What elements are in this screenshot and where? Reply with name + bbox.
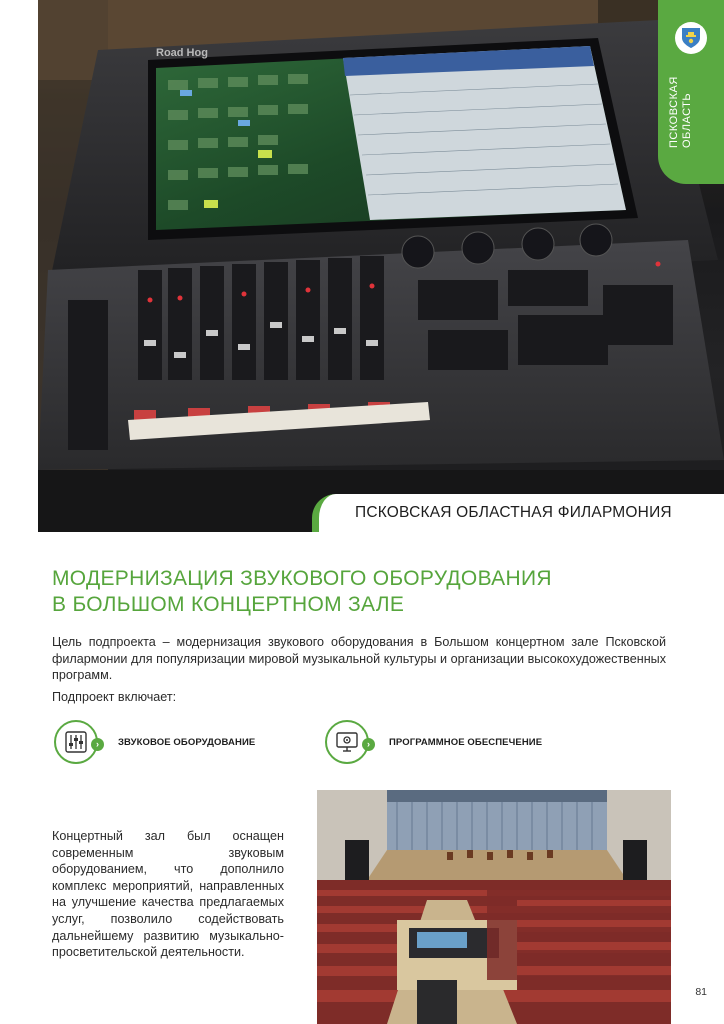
concert-hall-illustration [317,790,671,1024]
feature-label: ПРОГРАММНОЕ ОБЕСПЕЧЕНИЕ [389,736,543,748]
feature-circle [325,720,369,764]
title-line-2: В БОЛЬШОМ КОНЦЕРТНОМ ЗАЛЕ [52,593,405,616]
feature-circle [54,720,98,764]
page-number: 81 [695,986,707,998]
page-title [52,566,652,618]
software-screen-icon [335,731,359,753]
region-name [668,68,694,148]
intro-paragraph: Цель подпроекта – модернизация звукового оборудования в Большом концертном зале Псковской филармонии для популяризации мировой музыкальной культуры и организации высокохудожественных программ. [52,635,666,682]
coat-of-arms-icon [675,22,707,54]
mixer-sliders-icon [64,730,88,754]
concert-hall-photo [317,790,671,1024]
feature-label: ЗВУКОВОЕ ОБОРУДОВАНИЕ [118,736,256,748]
title-line-1: МОДЕРНИЗАЦИЯ ЗВУКОВОГО ОБОРУДОВАНИЯ [52,567,552,590]
includes-label: Подпроект включает: [52,690,177,704]
region-line-1: ПСКОВСКАЯ [668,76,680,148]
organization-band [312,494,724,532]
chevron-right-icon: › [91,738,104,751]
feature-sound-equipment [54,718,255,766]
organization-name: ПСКОВСКАЯ ОБЛАСТНАЯ ФИЛАРМОНИЯ [355,504,672,521]
region-line-2: ОБЛАСТЬ [681,92,693,148]
body-paragraph: Концертный зал был оснащен современным звуковым оборудованием, что дополнило комплекс мероприятий, направленных на улучшение качества предлагаемых услуг, позволило содействовать дальнейшему развитию музыкально-просветительской деятельности. [52,829,284,960]
console-brand: Road Hog [156,47,208,59]
region-tab [658,0,724,184]
feature-software [325,718,542,766]
lighting-console-illustration [38,0,724,532]
chevron-right-icon: › [362,738,375,751]
hero-photo [38,0,724,532]
